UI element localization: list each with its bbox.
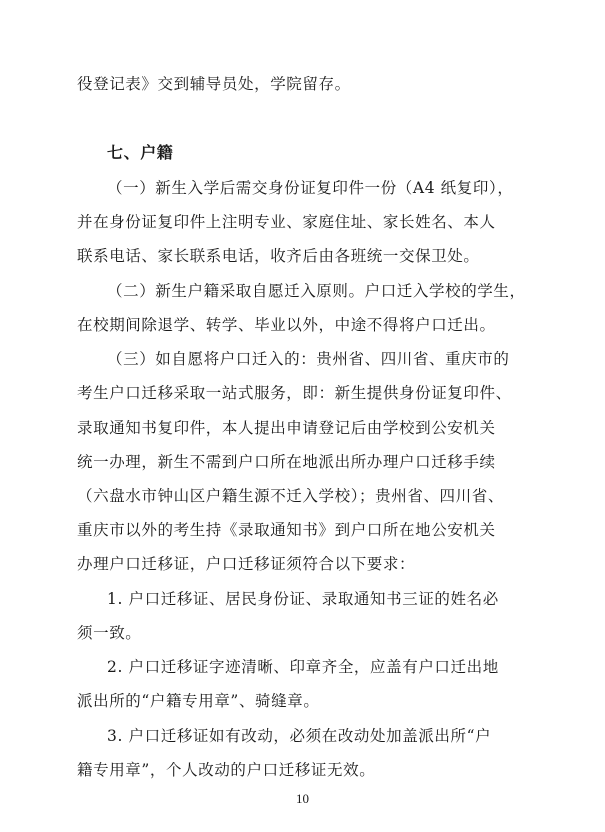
section-heading: 七、户籍 xyxy=(107,143,174,162)
text-line: （二）新生户籍采取自愿迁入原则。户口迁入学校的学生， xyxy=(107,282,526,300)
text-line: 须一致。 xyxy=(77,624,142,642)
text-line: 役登记表》交到辅导员处，学院留存。 xyxy=(77,75,351,93)
text-line: 派出所的“户籍专用章”、骑缝章。 xyxy=(77,692,320,710)
text-line: 统一办理，新生不需到户口所在地派出所办理户口迁移手续 xyxy=(77,453,496,471)
text-line: 重庆市以外的考生持《录取通知书》到户口所在地公安机关 xyxy=(77,521,496,539)
list-item: 3. 户口迁移证如有改动，必须在改动处加盖派出所“户 xyxy=(107,727,492,745)
text-line: 籍专用章”，个人改动的户口迁移证无效。 xyxy=(77,761,376,779)
page-number: 10 xyxy=(296,791,309,806)
text-line: （一）新生入学后需交身份证复印件一份（A4 纸复印）， xyxy=(107,179,514,197)
text-line: 录取通知书复印件，本人提出申请登记后由学校到公安机关 xyxy=(77,419,496,437)
text-line: 办理户口迁移证，户口迁移证须符合以下要求： xyxy=(77,555,416,573)
list-item: 2. 户口迁移证字迹清晰、印章齐全，应盖有户口迁出地 xyxy=(107,658,499,676)
text-line: （三）如自愿将户口迁入的：贵州省、四川省、重庆市的 xyxy=(107,350,510,368)
text-line: 考生户口迁移采取一站式服务，即：新生提供身份证复印件、 xyxy=(77,384,512,402)
text-line: 并在身份证复印件上注明专业、家庭住址、家长姓名、本人 xyxy=(77,213,496,231)
text-line: （六盘水市钟山区户籍生源不迁入学校）；贵州省、四川省、 xyxy=(77,487,504,505)
list-item: 1. 户口迁移证、居民身份证、录取通知书三证的姓名必 xyxy=(107,590,499,608)
text-line: 在校期间除退学、转学、毕业以外，中途不得将户口迁出。 xyxy=(77,316,496,334)
text-line: 联系电话、家长联系电话，收齐后由各班统一交保卫处。 xyxy=(77,247,480,265)
